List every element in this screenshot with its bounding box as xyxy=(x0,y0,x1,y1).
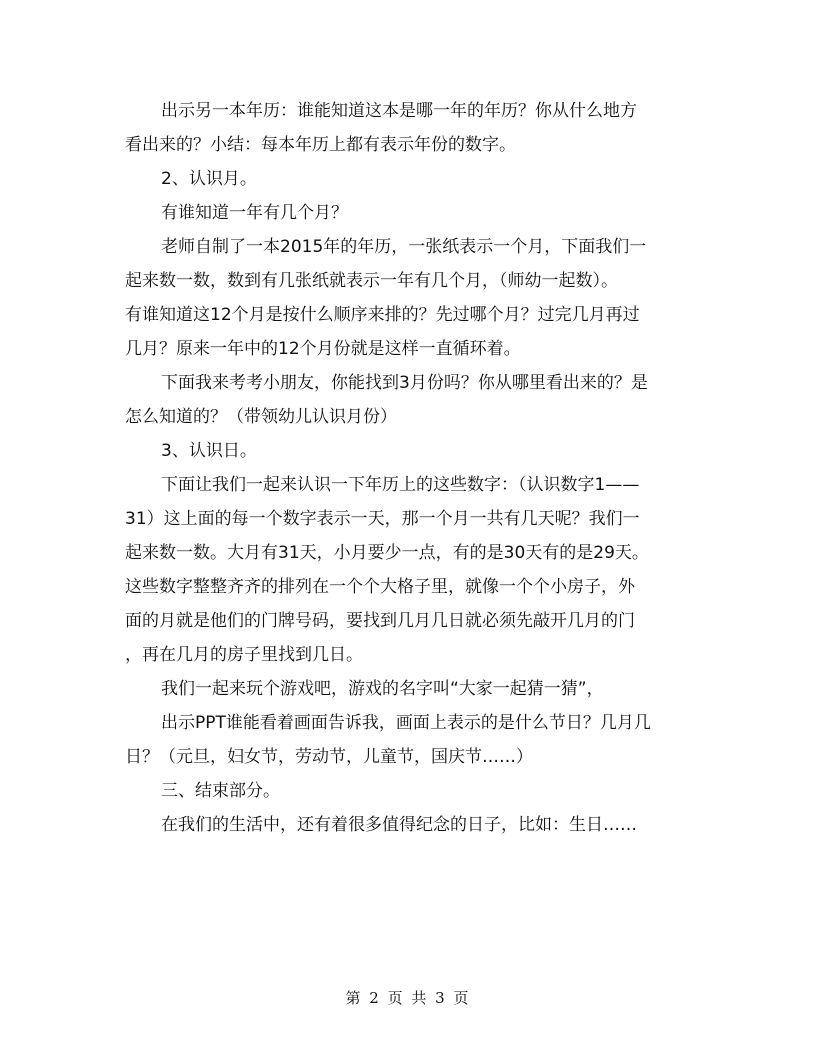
text-line: 这些数字整整齐齐的排列在一个个大格子里，就像一个个小房子，外 xyxy=(125,577,635,597)
text-line: 2、认识月。 xyxy=(161,169,257,189)
text-line: 起来数一数。大月有31天，小月要少一点，有的是30天有的是29天。 xyxy=(125,543,649,563)
paragraph xyxy=(125,706,691,774)
text-line: 出示PPT谁能看着画面告诉我，画面上表示的是什么节日？几月几 xyxy=(161,713,651,733)
paragraph xyxy=(125,672,691,706)
paragraph xyxy=(125,94,691,162)
text-line: 三、结束部分。 xyxy=(161,781,280,801)
paragraph xyxy=(125,366,691,434)
page-footer: 第 2 页 共 3 页 xyxy=(345,989,471,1007)
text-line: 老师自制了一本2015年的年历，一张纸表示一个月，下面我们一 xyxy=(161,237,647,257)
text-line: 几月？原来一年中的12个月份就是这样一直循环着。 xyxy=(125,339,521,359)
text-line: 31）这上面的每一个数字表示一天，那一个月一共有几天呢？我们一 xyxy=(125,509,640,529)
text-line: 出示另一本年历：谁能知道这本是哪一年的年历？你从什么地方 xyxy=(161,101,637,121)
text-line: 日？（元旦，妇女节，劳动节，儿童节，国庆节……） xyxy=(125,747,533,767)
document-body xyxy=(125,94,691,842)
paragraph xyxy=(125,808,691,842)
text-line: ，再在几月的房子里找到几日。 xyxy=(125,645,363,665)
text-line: 在我们的生活中，还有着很多值得纪念的日子，比如：生日…… xyxy=(161,815,637,835)
text-line: 起来数一数，数到有几张纸就表示一年有几个月，（师幼一起数）。 xyxy=(125,271,618,291)
text-line: 怎么知道的？（带领幼儿认识月份） xyxy=(125,407,397,427)
paragraph xyxy=(125,468,691,672)
paragraph xyxy=(125,162,691,196)
text-line: 我们一起来玩个游戏吧，游戏的名字叫“大家一起猜一猜”， xyxy=(161,679,604,699)
text-line: 面的月就是他们的门牌号码，要找到几月几日就必须先敲开几月的门 xyxy=(125,611,635,631)
text-line: 3、认识日。 xyxy=(161,441,257,461)
text-line: 下面让我们一起来认识一下年历上的这些数字：（认识数字1—— xyxy=(161,475,640,495)
text-line: 有谁知道一年有几个月？ xyxy=(161,203,348,223)
text-line: 有谁知道这12个月是按什么顺序来排的？先过哪个月？过完几月再过 xyxy=(125,305,640,325)
paragraph xyxy=(125,196,691,230)
text-line: 下面我来考考小朋友，你能找到3月份吗？你从哪里看出来的？是 xyxy=(161,373,648,393)
paragraph xyxy=(125,230,691,366)
paragraph xyxy=(125,774,691,808)
paragraph xyxy=(125,434,691,468)
text-line: 看出来的？小结：每本年历上都有表示年份的数字。 xyxy=(125,135,516,155)
